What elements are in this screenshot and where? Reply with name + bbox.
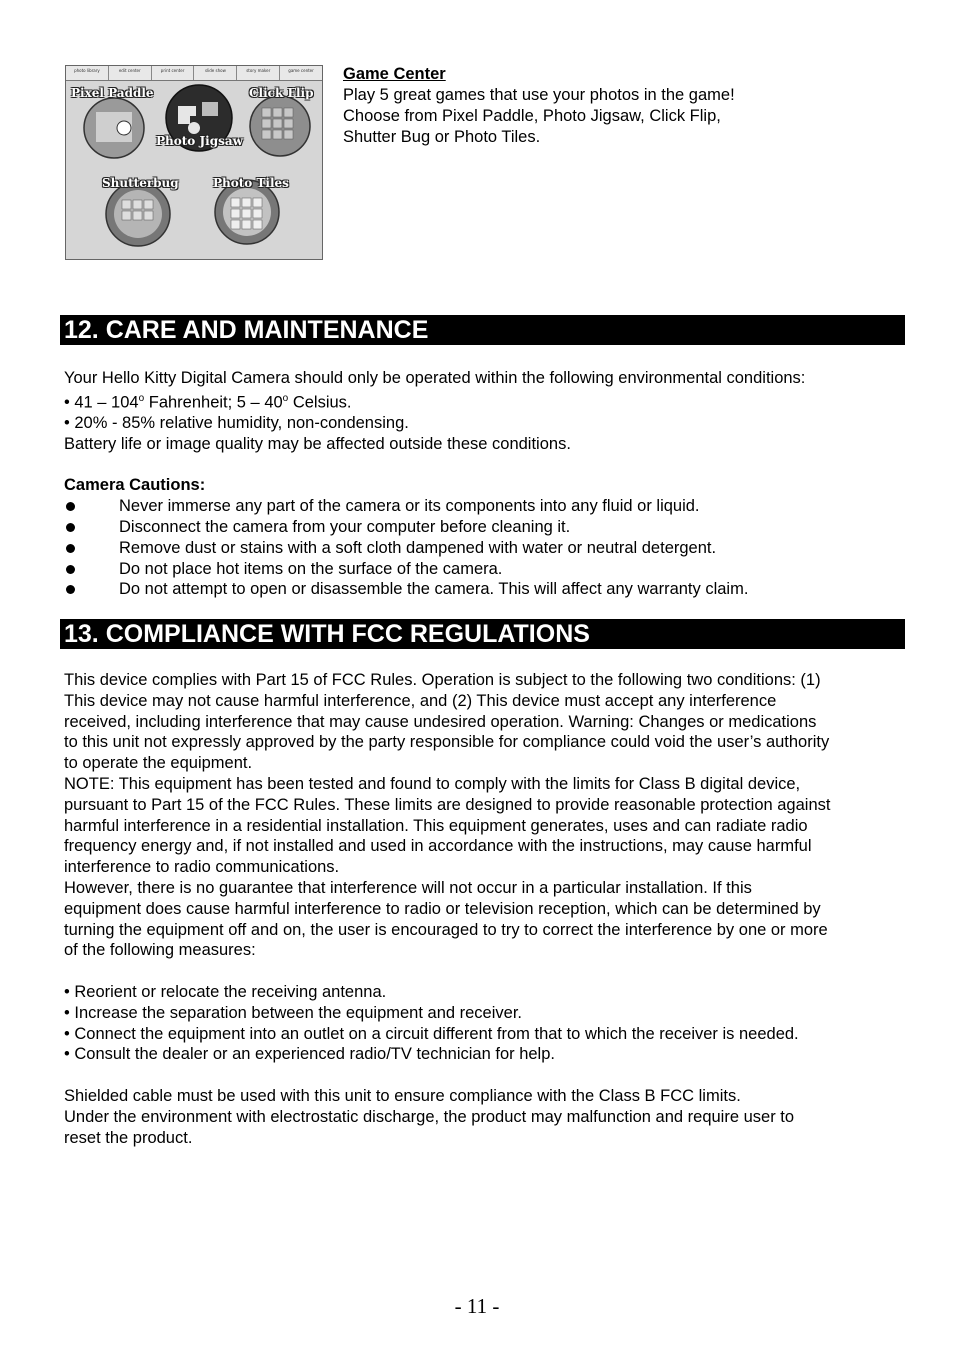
fcc-line: pursuant to Part 15 of the FCC Rules. These limits are designed to provide reasonable protection against [64,795,831,814]
fcc-line: equipment does cause harmful interference to radio or television reception, which can be determined by [64,899,821,918]
photo-tiles-title: Photo Tiles [213,176,289,190]
caution-item: Do not attempt to open or disassemble the camera. This will affect any warranty claim. [64,579,906,600]
tab-edit-center: edit center [109,66,152,80]
page-number: - 11 - [454,1294,500,1318]
fcc-line: harmful interference in a residential installation. This equipment generates, uses and can radiate radio [64,816,808,835]
tab-slide-show: slide show [194,66,237,80]
game-center-line: Play 5 great games that use your photos in the game! [343,86,735,104]
battery-note: Battery life or image quality may be affected outside these conditions. [64,434,571,453]
pixel-paddle-title: Pixel Paddle [71,86,154,100]
measure-item: • Connect the equipment into an outlet on a circuit different from that to which the receiver is needed. [64,1024,799,1043]
fcc-line: turning the equipment off and on, the user is encouraged to try to correct the interference by one or more [64,920,828,939]
measure-item: • Consult the dealer or an experienced radio/TV technician for help. [64,1045,555,1064]
fcc-line: to operate the equipment. [64,754,253,773]
fcc-line: received, including interference that may cause undesired operation. Warning: Changes or medications [64,712,817,731]
closing-line: Shielded cable must be used with this unit to ensure compliance with the Class B FCC limits. [64,1086,741,1105]
bullet-icon [64,517,119,538]
tab-photo-library: photo library [66,66,109,80]
measure-item: • Increase the separation between the equipment and receiver. [64,1003,522,1022]
tab-story-maker: story maker [237,66,280,80]
closing-line: Under the environment with electrostatic discharge, the product may malfunction and require user to [64,1107,795,1126]
caution-item: Never immerse any part of the camera or its components into any fluid or liquid. [64,496,906,517]
section-13-heading: 13. COMPLIANCE WITH FCC REGULATIONS [60,619,905,649]
game-center-description [343,64,823,148]
shutterbug-title: Shutterbug [102,176,179,190]
cautions-title: Camera Cautions: [64,476,206,495]
caution-item: Do not place hot items on the surface of the camera. [64,559,906,580]
game-center-line: Shutter Bug or Photo Tiles. [343,128,541,146]
caution-item: Disconnect the camera from your computer before cleaning it. [64,517,906,538]
tab-game-center: game center [280,66,322,80]
game-center-screenshot [65,65,323,260]
fcc-line: This device complies with Part 15 of FCC Rules. Operation is subject to the following two conditions: (1) [64,671,821,689]
fcc-line: of the following measures: [64,941,256,960]
closing-line: reset the product. [64,1128,193,1147]
click-flip-title: Click Flip [249,86,314,100]
operating-conditions-intro: Your Hello Kitty Digital Camera should only be operated within the following environmental conditions: [64,369,806,387]
fcc-line: This device may not cause harmful interference, and (2) This device must accept any interference [64,691,777,710]
bullet-icon [64,579,119,600]
game-center-line: Choose from Pixel Paddle, Photo Jigsaw, Click Flip, [343,107,721,125]
fcc-line: frequency energy and, if not installed and used in accordance with the instructions, may cause harmful [64,837,812,856]
section-12-body [64,368,906,600]
bullet-icon [64,496,119,517]
temperature-range: • 41 – 104$^o$ Fahrenheit; 5 – 40$^o$ Celsius. [64,392,352,412]
humidity-range: • 20% - 85% relative humidity, non-condensing. [64,414,409,433]
section-12-heading: 12. CARE AND MAINTENANCE [60,315,905,345]
section-13-body [64,670,906,1148]
bullet-icon [64,559,119,580]
bullet-icon [64,538,119,559]
fcc-line: to this unit not expressly approved by the party responsible for compliance could void the user’s authority [64,733,830,752]
game-center-title: Game Center [343,65,446,83]
fcc-line: interference to radio communications. [64,858,340,877]
measure-item: • Reorient or relocate the receiving antenna. [64,982,387,1001]
fcc-line: NOTE: This equipment has been tested and found to comply with the limits for Class B digital device, [64,774,801,793]
photo-jigsaw-title: Photo Jigsaw [156,134,243,148]
caution-item: Remove dust or stains with a soft cloth dampened with water or neutral detergent. [64,538,906,559]
tab-print-center: print center [152,66,195,80]
fcc-line: However, there is no guarantee that interference will not occur in a particular installation. If this [64,878,752,897]
